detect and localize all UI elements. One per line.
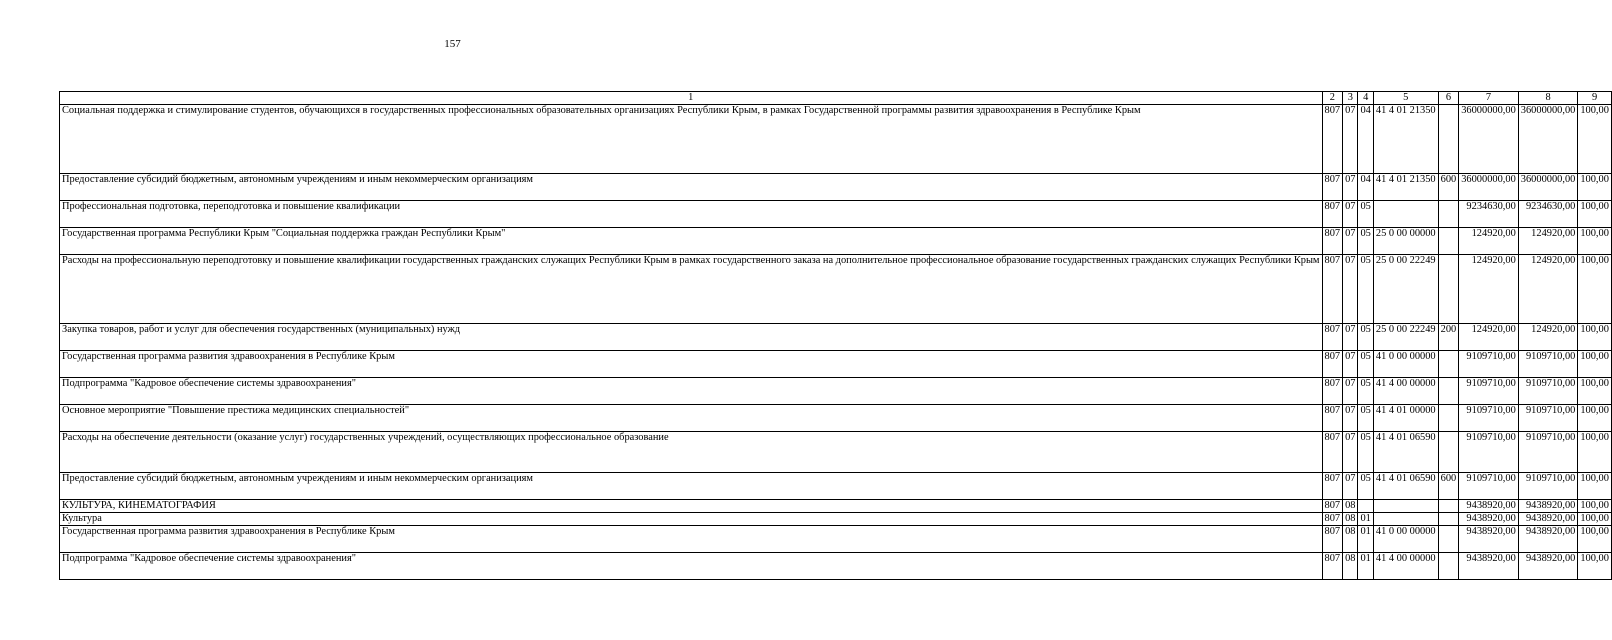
grbs-code-cell: 807 <box>1322 378 1343 405</box>
grbs-code-cell: 807 <box>1322 105 1343 174</box>
subsection-code-cell: 01 <box>1358 526 1373 553</box>
page-number: 157 <box>444 38 461 50</box>
target-article-cell <box>1373 513 1438 526</box>
target-article-cell: 41 0 00 00000 <box>1373 526 1438 553</box>
row-name-cell: Государственная программа развития здравоохранения в Республике Крым <box>60 351 1323 378</box>
table-row <box>60 553 1612 580</box>
section-code-cell: 07 <box>1343 351 1358 378</box>
target-article-cell: 41 4 00 00000 <box>1373 378 1438 405</box>
table-row <box>60 432 1612 473</box>
header-row <box>60 92 1612 105</box>
grbs-code-cell: 807 <box>1322 473 1343 500</box>
amount-executed-cell: 9438920,00 <box>1518 513 1578 526</box>
row-name-cell: Основное мероприятие "Повышение престижа медицинских специальностей" <box>60 405 1323 432</box>
section-code-cell: 07 <box>1343 473 1358 500</box>
amount-executed-cell: 9234630,00 <box>1518 201 1578 228</box>
subsection-code-cell: 05 <box>1358 324 1373 351</box>
amount-planned-cell: 9438920,00 <box>1459 526 1519 553</box>
row-name-cell: Профессиональная подготовка, переподготовка и повышение квалификации <box>60 201 1323 228</box>
subsection-code-cell: 01 <box>1358 553 1373 580</box>
section-code-cell: 07 <box>1343 201 1358 228</box>
subsection-code-cell: 05 <box>1358 378 1373 405</box>
percent-cell: 100,00 <box>1578 174 1612 201</box>
target-article-cell: 41 4 01 00000 <box>1373 405 1438 432</box>
table-row <box>60 201 1612 228</box>
grbs-code-cell: 807 <box>1322 526 1343 553</box>
expense-type-cell: 200 <box>1438 324 1459 351</box>
expense-type-cell <box>1438 432 1459 473</box>
table-row <box>60 513 1612 526</box>
row-name-cell: Социальная поддержка и стимулирование студентов, обучающихся в государственных профессиональных образовательных организациях Республики Крым, в рамках Государственной программы развития здравоохранения в Республике Крым <box>60 105 1323 174</box>
expense-type-cell <box>1438 500 1459 513</box>
expense-type-cell <box>1438 351 1459 378</box>
subsection-code-cell <box>1358 500 1373 513</box>
amount-planned-cell: 9438920,00 <box>1459 500 1519 513</box>
amount-executed-cell: 124920,00 <box>1518 324 1578 351</box>
expense-type-cell <box>1438 553 1459 580</box>
percent-cell: 100,00 <box>1578 255 1612 324</box>
amount-planned-cell: 9109710,00 <box>1459 432 1519 473</box>
amount-executed-cell: 9109710,00 <box>1518 405 1578 432</box>
amount-executed-cell: 124920,00 <box>1518 255 1578 324</box>
percent-cell: 100,00 <box>1578 378 1612 405</box>
amount-executed-cell: 36000000,00 <box>1518 105 1578 174</box>
percent-cell: 100,00 <box>1578 500 1612 513</box>
section-code-cell: 07 <box>1343 228 1358 255</box>
section-code-cell: 08 <box>1343 513 1358 526</box>
amount-executed-cell: 9438920,00 <box>1518 500 1578 513</box>
row-name-cell: Подпрограмма "Кадровое обеспечение системы здравоохранения" <box>60 378 1323 405</box>
subsection-code-cell: 01 <box>1358 513 1373 526</box>
expense-type-cell <box>1438 228 1459 255</box>
section-code-cell: 08 <box>1343 500 1358 513</box>
subsection-code-cell: 05 <box>1358 351 1373 378</box>
grbs-code-cell: 807 <box>1322 500 1343 513</box>
table-row <box>60 500 1612 513</box>
expense-type-cell <box>1438 526 1459 553</box>
target-article-cell <box>1373 201 1438 228</box>
expense-type-cell <box>1438 378 1459 405</box>
amount-planned-cell: 36000000,00 <box>1459 174 1519 201</box>
subsection-code-cell: 04 <box>1358 105 1373 174</box>
percent-cell: 100,00 <box>1578 228 1612 255</box>
table-row <box>60 105 1612 174</box>
amount-planned-cell: 9109710,00 <box>1459 405 1519 432</box>
table-row <box>60 255 1612 324</box>
section-code-cell: 07 <box>1343 255 1358 324</box>
subsection-code-cell: 05 <box>1358 405 1373 432</box>
expense-type-cell: 600 <box>1438 473 1459 500</box>
expense-type-cell <box>1438 513 1459 526</box>
table-row <box>60 473 1612 500</box>
subsection-code-cell: 05 <box>1358 255 1373 324</box>
table-row <box>60 378 1612 405</box>
grbs-code-cell: 807 <box>1322 228 1343 255</box>
header-cell: 3 <box>1343 92 1358 105</box>
amount-planned-cell: 36000000,00 <box>1459 105 1519 174</box>
table-row <box>60 351 1612 378</box>
header-cell: 9 <box>1578 92 1612 105</box>
amount-executed-cell: 124920,00 <box>1518 228 1578 255</box>
amount-planned-cell: 9438920,00 <box>1459 513 1519 526</box>
header-cell: 7 <box>1459 92 1519 105</box>
header-cell: 2 <box>1322 92 1343 105</box>
subsection-code-cell: 05 <box>1358 473 1373 500</box>
grbs-code-cell: 807 <box>1322 432 1343 473</box>
percent-cell: 100,00 <box>1578 526 1612 553</box>
row-name-cell: КУЛЬТУРА, КИНЕМАТОГРАФИЯ <box>60 500 1323 513</box>
target-article-cell: 41 0 00 00000 <box>1373 351 1438 378</box>
table-row <box>60 405 1612 432</box>
subsection-code-cell: 05 <box>1358 201 1373 228</box>
amount-executed-cell: 9438920,00 <box>1518 526 1578 553</box>
amount-planned-cell: 124920,00 <box>1459 324 1519 351</box>
expense-type-cell <box>1438 201 1459 228</box>
row-name-cell: Государственная программа развития здравоохранения в Республике Крым <box>60 526 1323 553</box>
target-article-cell: 41 4 01 06590 <box>1373 432 1438 473</box>
header-cell: 1 <box>60 92 1323 105</box>
subsection-code-cell: 05 <box>1358 432 1373 473</box>
header-cell: 5 <box>1373 92 1438 105</box>
target-article-cell: 41 4 01 21350 <box>1373 105 1438 174</box>
expense-type-cell <box>1438 105 1459 174</box>
percent-cell: 100,00 <box>1578 405 1612 432</box>
section-code-cell: 07 <box>1343 405 1358 432</box>
amount-planned-cell: 9109710,00 <box>1459 473 1519 500</box>
grbs-code-cell: 807 <box>1322 255 1343 324</box>
header-cell: 8 <box>1518 92 1578 105</box>
row-name-cell: Расходы на профессиональную переподготовку и повышение квалификации государственных гражданских служащих Республики Крым в рамках государственного заказа на дополнительное профессиональное образование государственных гражданских служащих Республики Крым <box>60 255 1323 324</box>
percent-cell: 100,00 <box>1578 432 1612 473</box>
grbs-code-cell: 807 <box>1322 513 1343 526</box>
target-article-cell: 25 0 00 22249 <box>1373 324 1438 351</box>
table-row <box>60 228 1612 255</box>
amount-planned-cell: 124920,00 <box>1459 255 1519 324</box>
amount-executed-cell: 9109710,00 <box>1518 378 1578 405</box>
amount-executed-cell: 9109710,00 <box>1518 473 1578 500</box>
expense-type-cell <box>1438 405 1459 432</box>
percent-cell: 100,00 <box>1578 553 1612 580</box>
amount-planned-cell: 9109710,00 <box>1459 351 1519 378</box>
row-name-cell: Предоставление субсидий бюджетным, автономным учреждениям и иным некоммерческим организациям <box>60 174 1323 201</box>
budget-table <box>59 91 1612 580</box>
header-cell: 6 <box>1438 92 1459 105</box>
subsection-code-cell: 04 <box>1358 174 1373 201</box>
header-cell: 4 <box>1358 92 1373 105</box>
section-code-cell: 07 <box>1343 378 1358 405</box>
section-code-cell: 07 <box>1343 105 1358 174</box>
target-article-cell: 41 4 00 00000 <box>1373 553 1438 580</box>
target-article-cell: 41 4 01 21350 <box>1373 174 1438 201</box>
table-row <box>60 526 1612 553</box>
row-name-cell: Культура <box>60 513 1323 526</box>
amount-executed-cell: 9438920,00 <box>1518 553 1578 580</box>
percent-cell: 100,00 <box>1578 473 1612 500</box>
grbs-code-cell: 807 <box>1322 553 1343 580</box>
row-name-cell: Предоставление субсидий бюджетным, автономным учреждениям и иным некоммерческим организациям <box>60 473 1323 500</box>
target-article-cell <box>1373 500 1438 513</box>
amount-planned-cell: 9109710,00 <box>1459 378 1519 405</box>
target-article-cell: 25 0 00 00000 <box>1373 228 1438 255</box>
target-article-cell: 25 0 00 22249 <box>1373 255 1438 324</box>
section-code-cell: 07 <box>1343 324 1358 351</box>
row-name-cell: Государственная программа Республики Крым "Социальная поддержка граждан Республики Крым" <box>60 228 1323 255</box>
percent-cell: 100,00 <box>1578 201 1612 228</box>
section-code-cell: 07 <box>1343 432 1358 473</box>
row-name-cell: Закупка товаров, работ и услуг для обеспечения государственных (муниципальных) нужд <box>60 324 1323 351</box>
amount-planned-cell: 9234630,00 <box>1459 201 1519 228</box>
grbs-code-cell: 807 <box>1322 351 1343 378</box>
amount-executed-cell: 9109710,00 <box>1518 432 1578 473</box>
section-code-cell: 08 <box>1343 553 1358 580</box>
amount-planned-cell: 124920,00 <box>1459 228 1519 255</box>
row-name-cell: Расходы на обеспечение деятельности (оказание услуг) государственных учреждений, осуществляющих профессиональное образование <box>60 432 1323 473</box>
target-article-cell: 41 4 01 06590 <box>1373 473 1438 500</box>
percent-cell: 100,00 <box>1578 351 1612 378</box>
table-row <box>60 174 1612 201</box>
amount-planned-cell: 9438920,00 <box>1459 553 1519 580</box>
amount-executed-cell: 9109710,00 <box>1518 351 1578 378</box>
table-row <box>60 324 1612 351</box>
subsection-code-cell: 05 <box>1358 228 1373 255</box>
grbs-code-cell: 807 <box>1322 201 1343 228</box>
grbs-code-cell: 807 <box>1322 174 1343 201</box>
section-code-cell: 07 <box>1343 174 1358 201</box>
row-name-cell: Подпрограмма "Кадровое обеспечение системы здравоохранения" <box>60 553 1323 580</box>
grbs-code-cell: 807 <box>1322 324 1343 351</box>
percent-cell: 100,00 <box>1578 105 1612 174</box>
percent-cell: 100,00 <box>1578 513 1612 526</box>
expense-type-cell: 600 <box>1438 174 1459 201</box>
percent-cell: 100,00 <box>1578 324 1612 351</box>
grbs-code-cell: 807 <box>1322 405 1343 432</box>
expense-type-cell <box>1438 255 1459 324</box>
amount-executed-cell: 36000000,00 <box>1518 174 1578 201</box>
section-code-cell: 08 <box>1343 526 1358 553</box>
